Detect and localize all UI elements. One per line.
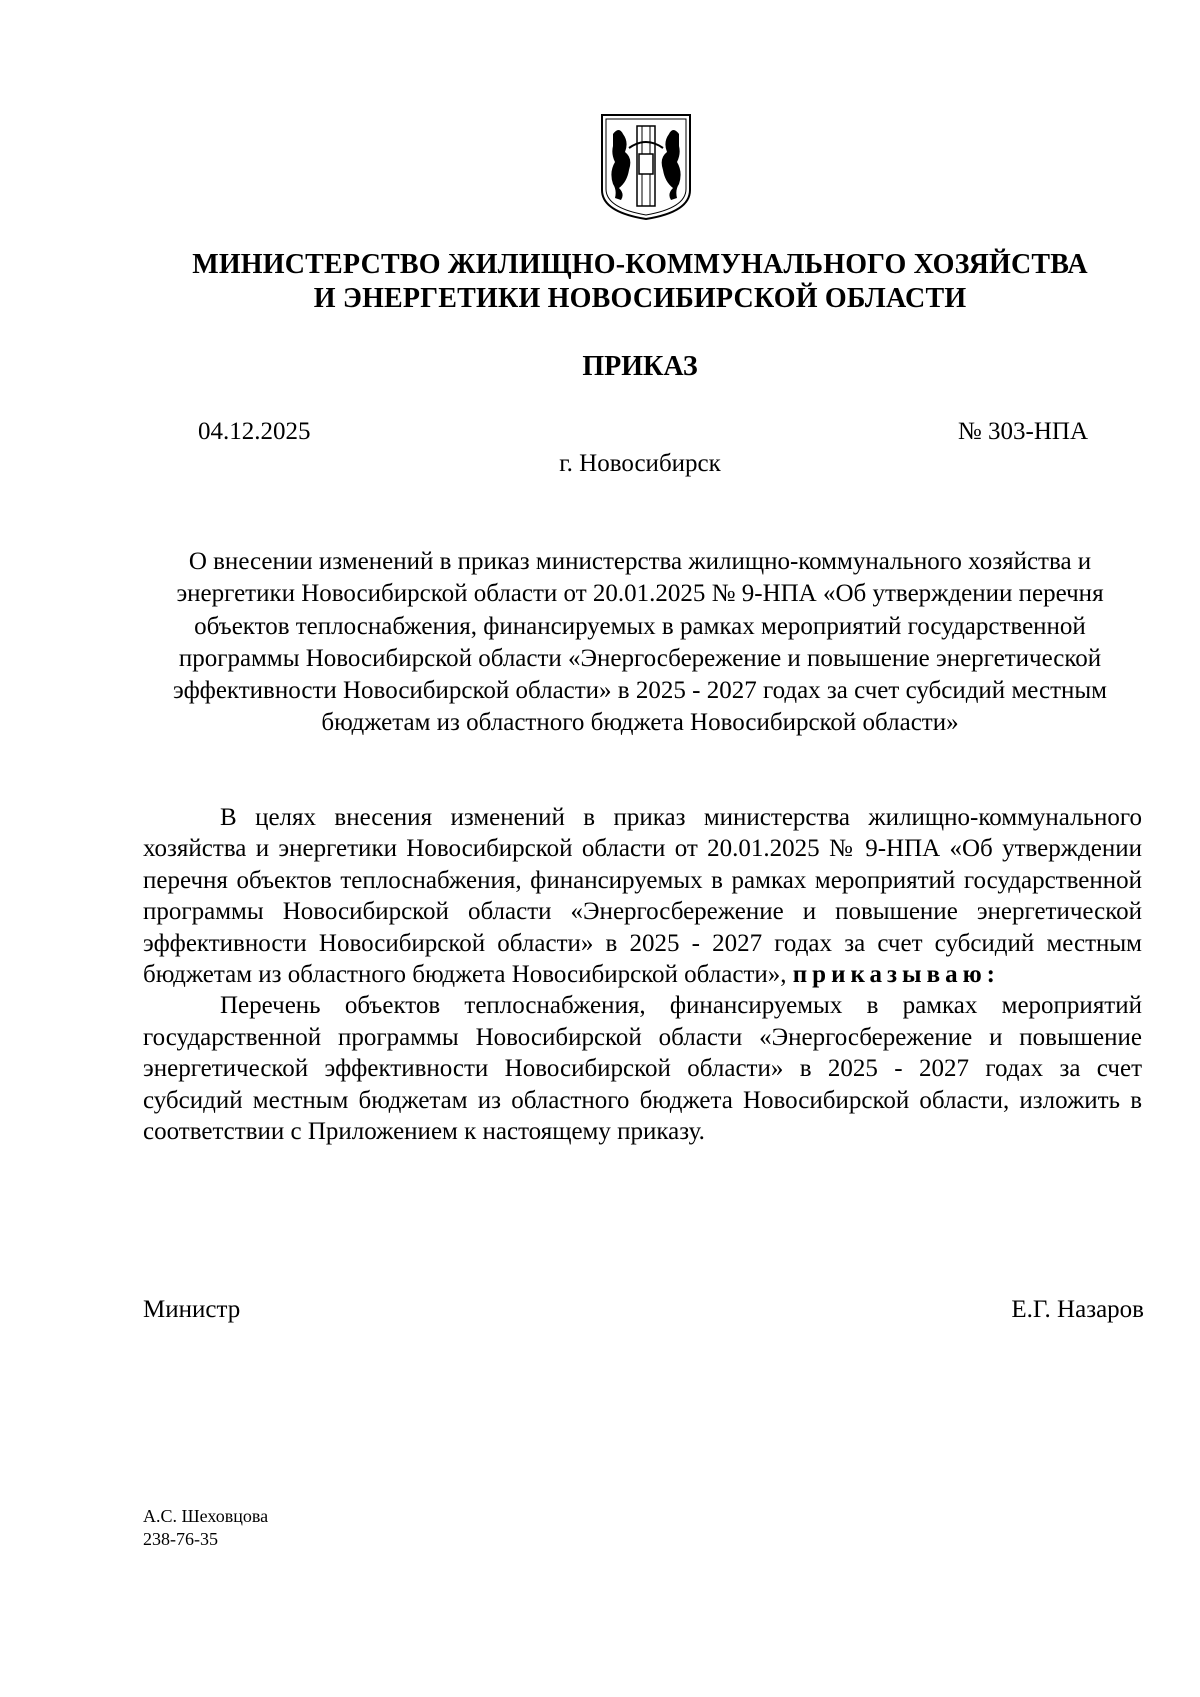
signature-name: Е.Г. Назаров: [1011, 1296, 1144, 1323]
document-city: г. Новосибирск: [559, 450, 721, 477]
document-subject: О внесении изменений в приказ министерства жилищно-коммунального хозяйства и энергетики Новосибирской области от 20.01.2025 № 9-НПА «Об утверждении перечня объектов теплоснабжения, финансируемых в рамках мероприятий государственной программы Новосибирской области «Энергосбережение и повышение энергетической эффективности Новосибирской области» в 2025 - 2027 годах за счет субсидий местным бюджетам из областного бюджета Новосибирской области»: [173, 548, 1107, 737]
executor-info: [143, 1505, 268, 1551]
ministry-title-line-2: И ЭНЕРГЕТИКИ НОВОСИБИРСКОЙ ОБЛАСТИ: [313, 283, 967, 314]
preamble-paragraph: [143, 802, 1142, 990]
document-body: [143, 802, 1142, 1147]
document-number: № 303-НПА: [957, 418, 1088, 445]
signature-role: Министр: [143, 1296, 241, 1323]
order-word: приказываю:: [792, 961, 1000, 989]
executor-name: А.С. Шеховцова: [143, 1506, 269, 1526]
novosibirsk-coat-of-arms-icon: [599, 112, 693, 222]
document-type: ПРИКАЗ: [582, 351, 698, 382]
ministry-title-line-1: МИНИСТЕРСТВО ЖИЛИЩНО-КОММУНАЛЬНОГО ХОЗЯЙСТВА: [192, 249, 1088, 280]
preamble-text: В целях внесения изменений в приказ министерства жилищно-коммунального хозяйства и энергетики Новосибирской области от 20.01.2025 № 9-НПА «Об утверждении перечня объектов теплоснабжения, финансируемых в рамках мероприятий государственной программы Новосибирской области «Энергосбережение и повышение энергетической эффективности Новосибирской области» в 2025 - 2027 годах за счет субсидий местным бюджетам из областного бюджета Новосибирской области»,: [143, 804, 1142, 989]
document-date: 04.12.2025: [198, 418, 311, 445]
order-paragraph: Перечень объектов теплоснабжения, финансируемых в рамках мероприятий государственной программы Новосибирской области «Энергосбережение и повышение энергетической эффективности Новосибирской области» в 2025 - 2027 годах за счет субсидий местным бюджетам из областного бюджета Новосибирской области, изложить в соответствии с Приложением к настоящему приказу.: [143, 992, 1142, 1146]
ministry-title: [120, 248, 1160, 316]
executor-phone: 238-76-35: [143, 1529, 218, 1549]
